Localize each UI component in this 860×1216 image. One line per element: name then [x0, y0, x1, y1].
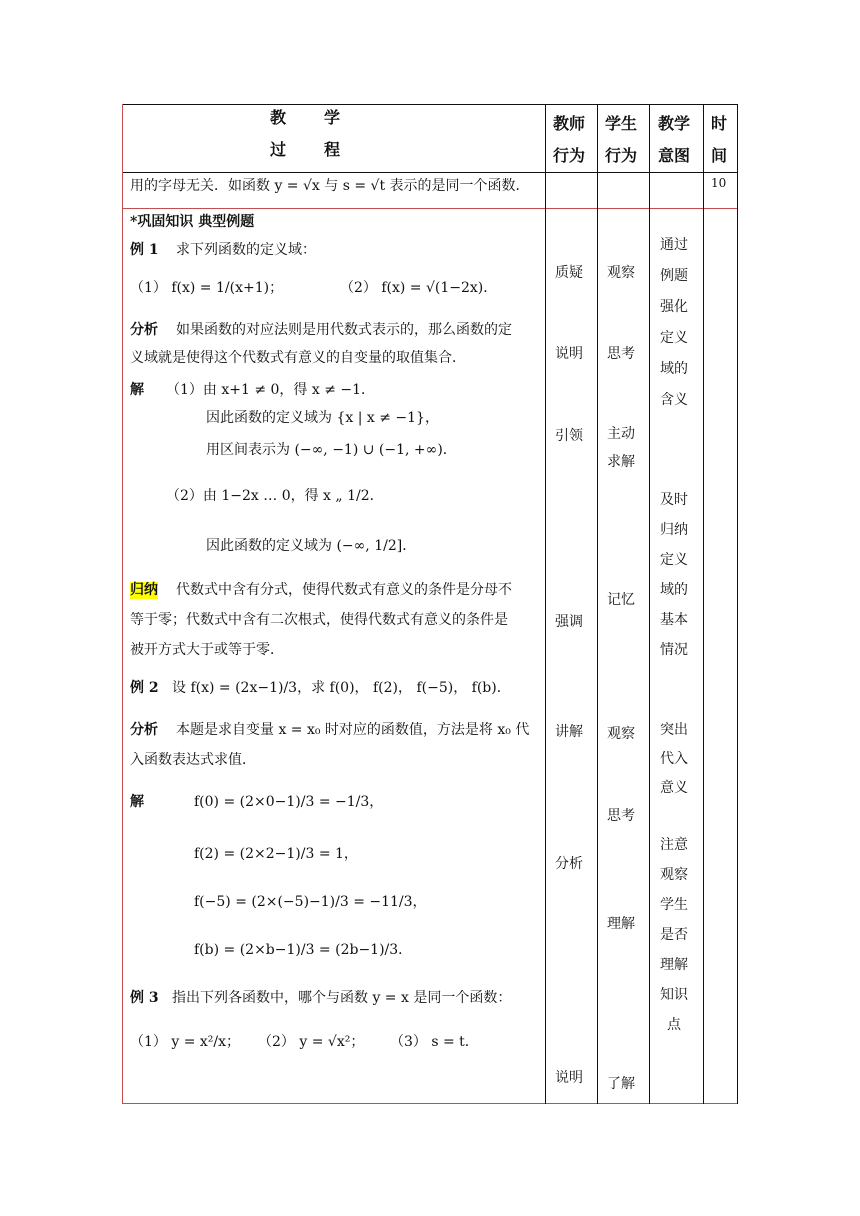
analysis1-label: 分析 — [130, 322, 158, 338]
intent-1: 通过例题强化定义域的含义 — [660, 237, 688, 408]
header-intent: 教学意图 — [658, 114, 691, 165]
student-6: 思考 — [607, 808, 635, 824]
student-1: 观察 — [607, 265, 635, 281]
header-bottom-border — [122, 172, 738, 173]
teacher-1: 质疑 — [555, 265, 583, 281]
teacher-5: 讲解 — [555, 724, 583, 740]
ex3-label: 例 3 — [130, 990, 159, 1006]
teacher-4: 强调 — [555, 614, 583, 630]
teacher-6: 分析 — [555, 856, 583, 872]
ex3-part2: （2） y = √x²； — [258, 1034, 365, 1050]
ex1-label: 例 1 — [130, 242, 159, 258]
sol1-a: （1）由 x+1 ≠ 0，得 x ≠ −1． — [166, 382, 376, 398]
sol2-d: f(b) = (2×b−1)/3 = (2b−1)/3． — [194, 942, 413, 958]
header-time: 时间 — [711, 114, 728, 165]
student-7: 理解 — [607, 916, 635, 932]
table-bottom-border — [122, 1103, 738, 1104]
summary-label: 归纳 — [130, 582, 158, 598]
student-2: 思考 — [607, 346, 635, 362]
sol1-label: 解 — [130, 382, 144, 398]
sol2-label: 解 — [130, 794, 144, 810]
student-5: 观察 — [607, 726, 635, 742]
summary-line3: 被开方式大于或等于零． — [130, 642, 284, 658]
sol2-b: f(2) = (2×2−1)/3 = 1， — [194, 846, 358, 862]
sol1-d: （2）由 1−2x … 0，得 x „ 1/2． — [166, 488, 384, 504]
section-title: *巩固知识 典型例题 — [130, 214, 255, 230]
ex1-part1: （1） f(x) = 1/(x+1)； — [130, 280, 284, 296]
sol1-e: 因此函数的定义域为 (−∞, 1/2]． — [206, 538, 417, 554]
student-8: 了解 — [607, 1076, 635, 1092]
ex2-text: 设 f(x) = (2x−1)/3，求 f(0)， f(2)， f(−5)， f(b)． — [172, 680, 511, 696]
header-col1-line2: 过 程 — [270, 140, 343, 159]
summary-line2: 等于零；代数式中含有二次根式，使得代数式有意义的条件是 — [130, 612, 508, 628]
ex1-text: 求下列函数的定义域： — [176, 242, 316, 258]
row1-bottom-border — [122, 208, 738, 209]
teacher-2: 说明 — [555, 346, 583, 362]
teacher-7: 说明 — [555, 1070, 583, 1086]
col-divider-1 — [545, 104, 546, 1104]
row1-time: 10 — [711, 176, 727, 190]
table-right-border — [737, 104, 738, 1104]
analysis2-line2: 入函数表达式求值． — [130, 752, 256, 768]
table-left-border — [122, 104, 123, 1104]
ex3-text: 指出下列各函数中，哪个与函数 y = x 是同一个函数： — [172, 990, 512, 1006]
analysis1-line2: 义域就是使得这个代数式有意义的自变量的取值集合． — [130, 350, 466, 366]
header-col1-line1: 教 学 — [270, 108, 343, 127]
col-divider-2 — [597, 104, 598, 1104]
ex3-part3: （3） s = t． — [390, 1034, 479, 1050]
table-top-border — [122, 104, 738, 105]
header-student: 学生行为 — [605, 114, 638, 165]
row1-text: 用的字母无关．如函数 y = √x 与 s = √t 表示的是同一个函数． — [130, 178, 530, 194]
intent-2: 及时归纳定义域的基本情况 — [660, 492, 688, 658]
analysis2-line1: 本题是求自变量 x = x₀ 时对应的函数值，方法是将 x₀ 代 — [176, 722, 530, 738]
student-3: 主动求解 — [607, 426, 635, 470]
intent-4: 注意观察学生是否理解知识点 — [660, 837, 688, 1033]
ex1-part2: （2） f(x) = √(1−2x)． — [340, 280, 498, 296]
sol1-c: 用区间表示为 (−∞, −1) ∪ (−1, +∞)． — [206, 442, 457, 458]
student-4: 记忆 — [607, 592, 635, 608]
teacher-3: 引领 — [555, 428, 583, 444]
ex2-label: 例 2 — [130, 680, 159, 696]
intent-3: 突出代入意义 — [660, 722, 688, 796]
ex3-part1: （1） y = x²/x； — [130, 1034, 241, 1050]
sol2-c: f(−5) = (2×(−5)−1)/3 = −11/3， — [194, 894, 427, 910]
col-divider-3 — [649, 104, 650, 1104]
analysis2-label: 分析 — [130, 722, 158, 738]
header-teacher: 教师行为 — [553, 114, 586, 165]
sol2-a: f(0) = (2×0−1)/3 = −1/3， — [194, 794, 384, 810]
col-divider-4 — [703, 104, 704, 1104]
summary-line1: 代数式中含有分式，使得代数式有意义的条件是分母不 — [176, 582, 512, 598]
sol1-b: 因此函数的定义域为 {x | x ≠ −1}， — [206, 410, 439, 426]
analysis1-line1: 如果函数的对应法则是用代数式表示的，那么函数的定 — [176, 322, 512, 338]
